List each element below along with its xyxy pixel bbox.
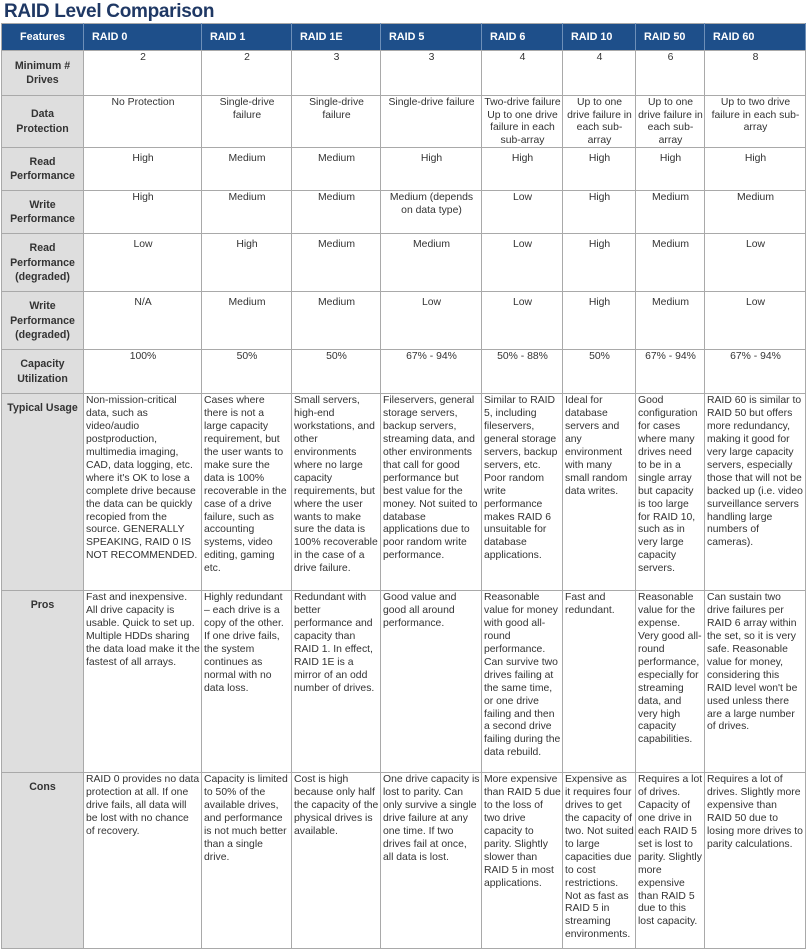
column-header-raid-1: RAID 1 bbox=[202, 24, 292, 51]
table-row-pros bbox=[2, 591, 806, 773]
table-cell: Medium bbox=[292, 148, 381, 191]
table-cell: Two-drive failure Up to one drive failure in each sub-array bbox=[482, 96, 563, 148]
table-cell: High bbox=[84, 191, 202, 234]
column-header-raid-0: RAID 0 bbox=[84, 24, 202, 51]
table-cell: 6 bbox=[636, 51, 705, 96]
table-cell: Highly redundant – each drive is a copy of the other. If one drive fails, the system continues as normal with no data loss. bbox=[202, 591, 292, 773]
table-cell: High bbox=[482, 148, 563, 191]
table-cell: N/A bbox=[84, 292, 202, 350]
row-header: Typical Usage bbox=[2, 394, 84, 591]
table-cell: Up to two drive failure in each sub-array bbox=[705, 96, 806, 148]
table-cell: Reasonable value for money with good all-round performance. Can survive two drives failing at the same time, or one drive failing and then a second drive failing during the data rebuild. bbox=[482, 591, 563, 773]
table-cell: Up to one drive failure in each sub-array bbox=[636, 96, 705, 148]
column-header-features: Features bbox=[2, 24, 84, 51]
table-cell: Medium bbox=[636, 191, 705, 234]
table-cell: Low bbox=[482, 234, 563, 292]
table-cell: Medium bbox=[202, 292, 292, 350]
column-header-raid-60: RAID 60 bbox=[705, 24, 806, 51]
table-cell: Non-mission-critical data, such as video/audio postproduction, multimedia imaging, CAD, data logging, etc. where it's OK to lose a complete drive because the data can be quickly recopied from the source. GENERALLY SPEAKING, RAID 0 IS NOT RECOMMENDED. bbox=[84, 394, 202, 591]
table-cell: Low bbox=[482, 292, 563, 350]
table-cell: Medium bbox=[636, 234, 705, 292]
table-cell: Ideal for database servers and any environment with many small random data writes. bbox=[563, 394, 636, 591]
row-header: Cons bbox=[2, 773, 84, 949]
table-cell: More expensive than RAID 5 due to the loss of two drive capacity to parity. Slightly slower than RAID 5 in most applications. bbox=[482, 773, 563, 949]
table-cell: 4 bbox=[563, 51, 636, 96]
table-cell: Fast and redundant. bbox=[563, 591, 636, 773]
table-cell: One drive capacity is lost to parity. Can only survive a single drive failure at any one time. If two drives fail at once, all data is lost. bbox=[381, 773, 482, 949]
table-row-write-performance bbox=[2, 191, 806, 234]
table-row-read-performance bbox=[2, 148, 806, 191]
table-cell: High bbox=[636, 148, 705, 191]
table-cell: Low bbox=[381, 292, 482, 350]
row-header: Read Performance (degraded) bbox=[2, 234, 84, 292]
table-cell: High bbox=[84, 148, 202, 191]
table-row-write-performance-degraded bbox=[2, 292, 806, 350]
table-cell: 50% bbox=[563, 350, 636, 394]
table-cell: 50% bbox=[292, 350, 381, 394]
table-cell: Single-drive failure bbox=[381, 96, 482, 148]
table-cell: Medium bbox=[292, 191, 381, 234]
table-cell: Similar to RAID 5, including fileservers, general storage servers, backup servers, etc. Poor random write performance makes RAID 6 unsuitable for database applications. bbox=[482, 394, 563, 591]
table-cell: 67% - 94% bbox=[705, 350, 806, 394]
table-cell: Requires a lot of drives. Slightly more expensive than RAID 50 due to losing more drives to parity calculations. bbox=[705, 773, 806, 949]
table-cell: High bbox=[563, 191, 636, 234]
table-cell: Redundant with better performance and capacity than RAID 1. In effect, RAID 1E is a mirror of an odd number of drives. bbox=[292, 591, 381, 773]
row-header: Capacity Utilization bbox=[2, 350, 84, 394]
table-cell: Small servers, high-end workstations, and other environments where no large capacity requirements, but where the user wants to make sure the data is 100% recoverable in the case of a drive failure. bbox=[292, 394, 381, 591]
table-row-capacity-utilization bbox=[2, 350, 806, 394]
table-cell: Medium bbox=[292, 292, 381, 350]
table-cell: Single-drive failure bbox=[292, 96, 381, 148]
table-cell: 2 bbox=[84, 51, 202, 96]
table-cell: Low bbox=[84, 234, 202, 292]
column-header-raid-5: RAID 5 bbox=[381, 24, 482, 51]
table-cell: 3 bbox=[381, 51, 482, 96]
page-title: RAID Level Comparison bbox=[4, 1, 215, 22]
table-cell: Fast and inexpensive. All drive capacity is usable. Quick to set up. Multiple HDDs sharing the data load make it the fastest of all arrays. bbox=[84, 591, 202, 773]
table-cell: 50% - 88% bbox=[482, 350, 563, 394]
table-cell: RAID 0 provides no data protection at all. If one drive fails, all data will be lost with no chance of recovery. bbox=[84, 773, 202, 949]
table-cell: 67% - 94% bbox=[381, 350, 482, 394]
table-cell: Good configuration for cases where many drives need to be in a single array but capacity is too large for RAID 10, such as in very large capacity servers. bbox=[636, 394, 705, 591]
table-cell: Medium bbox=[705, 191, 806, 234]
table-cell: High bbox=[381, 148, 482, 191]
table-row-minimum-drives bbox=[2, 51, 806, 96]
table-cell: Fileservers, general storage servers, backup servers, streaming data, and other environments that call for good performance but best value for the money. Not suited to database applications due to poor random write performance. bbox=[381, 394, 482, 591]
column-header-raid-6: RAID 6 bbox=[482, 24, 563, 51]
table-cell: Good value and good all around performance. bbox=[381, 591, 482, 773]
column-header-raid-10: RAID 10 bbox=[563, 24, 636, 51]
table-cell: Low bbox=[705, 234, 806, 292]
table-cell: Medium (depends on data type) bbox=[381, 191, 482, 234]
table-cell: Medium bbox=[636, 292, 705, 350]
table-cell: High bbox=[563, 234, 636, 292]
row-header: Pros bbox=[2, 591, 84, 773]
column-header-raid-50: RAID 50 bbox=[636, 24, 705, 51]
table-cell: Medium bbox=[202, 191, 292, 234]
row-header: Minimum # Drives bbox=[2, 51, 84, 96]
table-cell: RAID 60 is similar to RAID 50 but offers more redundancy, making it good for very large capacity servers, especially those that will not be backed up (i.e. video surveillance servers handling large numbers of cameras). bbox=[705, 394, 806, 591]
raid-comparison-table bbox=[1, 23, 806, 949]
table-cell: High bbox=[705, 148, 806, 191]
table-cell: Can sustain two drive failures per RAID 6 array within the set, so it is very safe. Reasonable value for money, considering this RAID level won't be used unless there are a large number of drives. bbox=[705, 591, 806, 773]
table-cell: No Protection bbox=[84, 96, 202, 148]
table-cell: 67% - 94% bbox=[636, 350, 705, 394]
table-cell: Medium bbox=[202, 148, 292, 191]
row-header: Read Performance bbox=[2, 148, 84, 191]
table-cell: Expensive as it requires four drives to get the capacity of two. Not suited to large capacities due to cost restrictions. Not as fast as RAID 5 in streaming environments. bbox=[563, 773, 636, 949]
table-row-typical-usage bbox=[2, 394, 806, 591]
table-cell: 100% bbox=[84, 350, 202, 394]
table-cell: 2 bbox=[202, 51, 292, 96]
table-row-cons bbox=[2, 773, 806, 949]
table-cell: High bbox=[563, 292, 636, 350]
table-cell: 8 bbox=[705, 51, 806, 96]
table-cell: 50% bbox=[202, 350, 292, 394]
row-header: Write Performance (degraded) bbox=[2, 292, 84, 350]
table-cell: Cost is high because only half the capacity of the physical drives is available. bbox=[292, 773, 381, 949]
table-row-data-protection bbox=[2, 96, 806, 148]
table-cell: Reasonable value for the expense. Very good all-round performance, especially for streaming data, and very high capacity capabilities. bbox=[636, 591, 705, 773]
table-cell: Low bbox=[705, 292, 806, 350]
table-cell: Up to one drive failure in each sub-array bbox=[563, 96, 636, 148]
table-cell: High bbox=[563, 148, 636, 191]
table-cell: 4 bbox=[482, 51, 563, 96]
table-cell: High bbox=[202, 234, 292, 292]
table-cell: Cases where there is not a large capacity requirement, but the user wants to make sure the data is 100% recoverable in the case of a drive failure, such as accounting systems, video editing, gaming etc. bbox=[202, 394, 292, 591]
table-cell: Medium bbox=[381, 234, 482, 292]
table-row-read-performance-degraded bbox=[2, 234, 806, 292]
table-cell: Single-drive failure bbox=[202, 96, 292, 148]
table-cell: Low bbox=[482, 191, 563, 234]
table-cell: Capacity is limited to 50% of the available drives, and performance is not much better than a single drive. bbox=[202, 773, 292, 949]
column-header-raid-1e: RAID 1E bbox=[292, 24, 381, 51]
table-cell: Requires a lot of drives. Capacity of one drive in each RAID 5 set is lost to parity. Slightly more expensive than RAID 5 due to this lost capacity. bbox=[636, 773, 705, 949]
row-header: Write Performance bbox=[2, 191, 84, 234]
row-header: Data Protection bbox=[2, 96, 84, 148]
table-cell: 3 bbox=[292, 51, 381, 96]
table-cell: Medium bbox=[292, 234, 381, 292]
